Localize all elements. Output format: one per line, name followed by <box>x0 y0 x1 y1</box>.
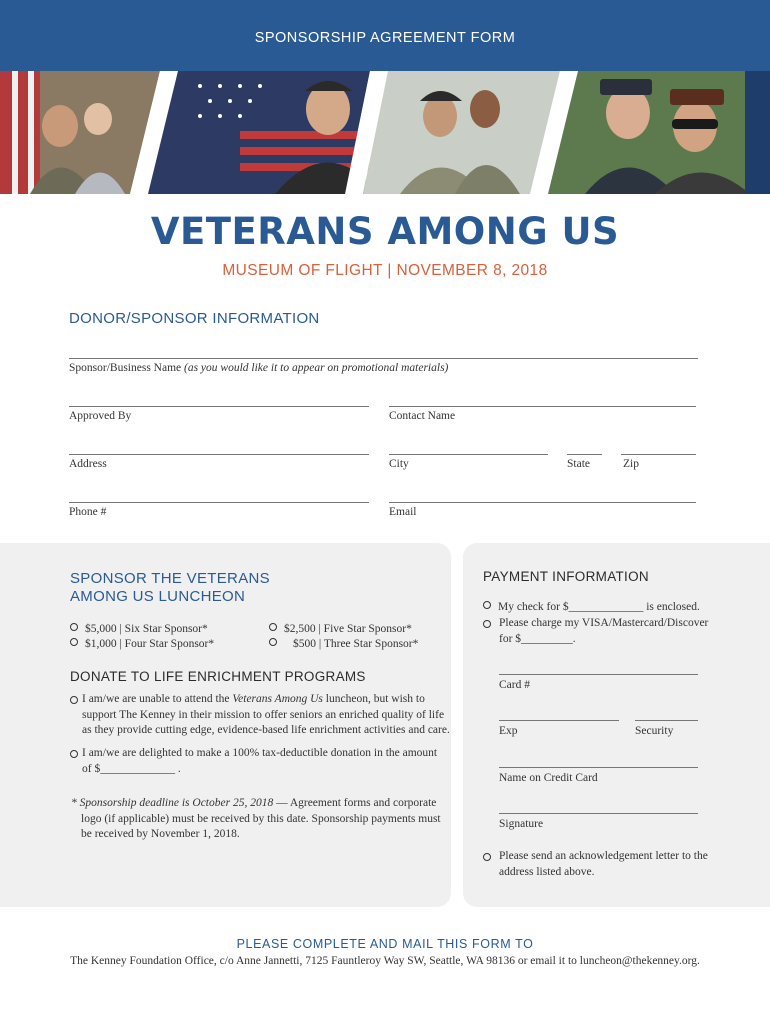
email-field[interactable] <box>389 502 696 503</box>
top-banner <box>0 0 770 71</box>
zip-label: Zip <box>623 458 639 470</box>
radio-circle-icon <box>483 601 491 609</box>
exp-label: Exp <box>499 725 518 737</box>
donate-option-unable-attend[interactable]: I am/we are unable to attend the Veterans Among Us luncheon, but wish to support The Kenney in their mission to offer seniors an enriched quality of life as they provide cutting edge, evidence-based life enrichment activities and care. <box>82 692 450 739</box>
form-title: SPONSORSHIP AGREEMENT FORM <box>254 30 516 46</box>
radio-circle-icon <box>70 638 78 646</box>
payment-option-check[interactable]: My check for $_____________ is enclosed. <box>483 600 700 616</box>
event-subtitle: MUSEUM OF FLIGHT | NOVEMBER 8, 2018 <box>222 262 548 279</box>
city-field[interactable] <box>389 454 548 455</box>
phone-field[interactable] <box>69 502 369 503</box>
donate-section-heading: DONATE TO LIFE ENRICHMENT PROGRAMS <box>70 669 366 684</box>
email-label: Email <box>389 506 417 518</box>
state-label: State <box>567 458 590 470</box>
security-field[interactable] <box>635 720 698 721</box>
radio-circle-icon <box>269 638 277 646</box>
donate-option-tax-deductible[interactable]: I am/we are delighted to make a 100% tax-deductible donation in the amount of $_____________ . <box>82 746 437 777</box>
security-label: Security <box>635 725 674 737</box>
contact-name-label: Contact Name <box>389 410 456 422</box>
card-number-label: Card # <box>499 679 530 691</box>
address-field[interactable] <box>69 454 369 455</box>
signature-field[interactable] <box>499 813 698 814</box>
donor-section-heading: DONOR/SPONSOR INFORMATION <box>69 310 320 327</box>
radio-circle-icon <box>483 853 491 861</box>
payment-section-heading: PAYMENT INFORMATION <box>483 569 649 584</box>
approved-by-field[interactable] <box>69 406 369 407</box>
event-title: VETERANS AMONG US <box>150 210 620 253</box>
sponsor-option-5000[interactable]: $5,000 | Six Star Sponsor* <box>70 622 208 638</box>
exp-field[interactable] <box>499 720 619 721</box>
address-label: Address <box>69 458 107 470</box>
sponsor-option-500[interactable]: $500 | Three Star Sponsor* <box>269 637 418 653</box>
signature-label: Signature <box>499 818 544 830</box>
mail-instructions-heading: PLEASE COMPLETE AND MAIL THIS FORM TO <box>236 937 534 951</box>
sponsorship-deadline-note: * Sponsorship deadline is October 25, 2018 — Agreement forms and corporate logo (if applicable) must be received by this date. Sponsorship payments must be received by November 1, 2018. <box>71 797 441 840</box>
phone-label: Phone # <box>69 506 107 518</box>
sponsor-option-1000[interactable]: $1,000 | Four Star Sponsor* <box>70 637 214 653</box>
approved-by-label: Approved By <box>69 410 132 422</box>
state-field[interactable] <box>567 454 602 455</box>
veterans-photo-strip <box>0 71 770 194</box>
radio-circle-icon <box>269 623 277 631</box>
sponsor-option-2500[interactable]: $2,500 | Five Star Sponsor* <box>269 622 412 638</box>
name-on-card-label: Name on Credit Card <box>499 772 598 784</box>
sponsor-name-field[interactable] <box>69 358 698 359</box>
payment-option-credit-card[interactable]: Please charge my VISA/Mastercard/Discover for $_________. <box>499 616 708 647</box>
sponsor-name-label: Sponsor/Business Name (as you would like it to appear on promotional materials) <box>69 362 449 374</box>
radio-circle-icon <box>483 620 491 628</box>
zip-field[interactable] <box>621 454 696 455</box>
radio-circle-icon <box>70 750 78 758</box>
radio-circle-icon <box>70 696 78 704</box>
radio-circle-icon <box>70 623 78 631</box>
mail-address: The Kenney Foundation Office, c/o Anne Jannetti, 7125 Fauntleroy Way SW, Seattle, WA 98136 or email it to luncheon@thekenney.org. <box>70 955 700 967</box>
name-on-card-field[interactable] <box>499 767 698 768</box>
sponsor-section-heading: SPONSOR THE VETERANS AMONG US LUNCHEON <box>70 570 270 605</box>
contact-name-field[interactable] <box>389 406 696 407</box>
acknowledgement-option[interactable]: Please send an acknowledgement letter to the address listed above. <box>499 849 708 880</box>
city-label: City <box>389 458 409 470</box>
card-number-field[interactable] <box>499 674 698 675</box>
